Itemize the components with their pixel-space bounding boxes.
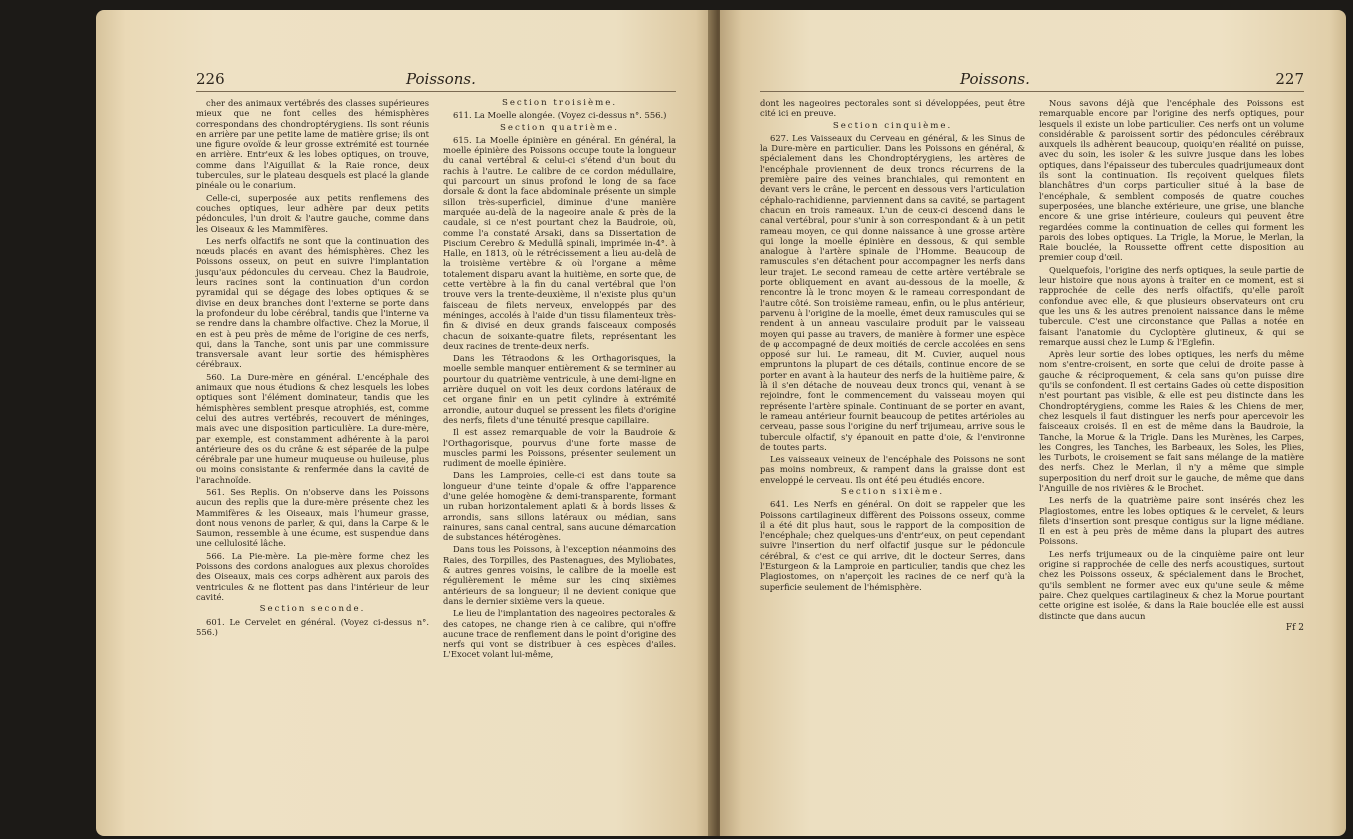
paragraph: Les nerfs olfactifs ne sont que la continuation des nœuds placés en avant des hémisphères. Chez les Poissons osseux, on peut en suivre l'implantation jusqu'aux pédoncules du cerveau. Chez la Baudroie, leurs racines sont la continuation d'un cordon pyramidal qui se dégage des lobes optiques & se divise en deux branches dont l'externe se porte dans la profondeur du lobe cérébral, tandis que l'interne va se rendre dans la chambre olfactive. Chez la Morue, il en est à peu près de même de l'origine de ces nerfs, qui, dans la Tanche, sont unis par une commissure transversale avant leur sortie des hémisphères cérébraux.	[196, 235, 429, 370]
paragraph: Dans tous les Poissons, à l'exception néanmoins des Raies, des Torpilles, des Pastenagues, des Myliobates, & autres genres voisins, le calibre de la moelle est régulièrement le même sur les cinq sixièmes antérieurs de sa longueur; il ne devient conique que dans le dernier sixième vers la queue.	[443, 544, 676, 606]
paragraph: 615. La Moelle épinière en général. En général, la moelle épinière des Poissons occupe toute la longueur du canal vertébral & celui-ci s'étend d'un bout du rachis à l'autre. Le calibre de ce cordon médullaire, qui parcourt un sinus profond le long de sa face dorsale & dont la face abdominale présente un simple sillon très-superficiel, diminue d'une manière marquée au-delà de la nageoire anale & près de la caudale, si ce n'est pourtant chez la Baudroie, où, comme l'a constaté Arsaki, dans sa Dissertation de Piscium Cerebro & Medullâ spinali, imprimée in-4°. à Halle, en 1813, où le rétrécissement a lieu au-delà de la troisième vertèbre & où l'organe a même totalement disparu avant la huitième, en sorte que, de cette vertèbre à la fin du canal vertébral que l'on trouve vers la trente-deuxième, il n'existe plus qu'un faisceau de filets nerveux, enveloppés par des méninges, accolés à l'aide d'un tissu filamenteux très-fin & divisé en deux grands faisceaux composés chacun de soixante-quatre filets, représentant les deux racines de trente-deux nerfs.	[443, 134, 676, 351]
section-heading: Section seconde.	[259, 604, 366, 615]
paragraph: 601. Le Cervelet en général. (Voyez ci-dessus n°. 556.)	[196, 616, 429, 637]
running-title: Poissons.	[406, 70, 476, 88]
paragraph: cher des animaux vertébrés des classes supérieures mieux que ne font celles des hémisphères correspondans des chondroptérygiens. Ils sont réunis en arrière par une petite lame de matière grise; ils ont une figure ovoïde & leur grosse extrémité est tournée en arrière. Entr'eux & les lobes optiques, on trouve, comme dans l'Aiguillat & la Raie ronce, deux tubercules, sur le plateau desquels est placé la glande pinéale ou le conarium.	[196, 98, 429, 191]
page-number: 226	[196, 70, 225, 88]
paragraph: Les vaisseaux veineux de l'encéphale des Poissons ne sont pas moins nombreux, & rampent dans la graisse dont est enveloppé le cerveau. Ils ont été peu étudiés encore.	[760, 454, 1025, 485]
left-column-1	[196, 98, 429, 662]
paragraph: Les nerfs de la quatrième paire sont insérés chez les Plagiostomes, entre les lobes optiques & le cervelet, & leurs filets d'insertion sont presque contigus sur la ligne médiane. Il en est à peu près de même dans la plupart des autres Poissons.	[1039, 495, 1304, 547]
paragraph: 641. Les Nerfs en général. On doit se rappeler que les Poissons cartilagineux diffèrent des Poissons osseux, comme il a été dit plus haut, sous le rapport de la composition de l'encéphale; chez quelques-uns d'entr'eux, on peut cependant suivre l'insertion du nerf olfactif jusque sur le pédoncule cérébral, & c'est ce qui arrive, dit le docteur Serres, dans l'Esturgeon & la Lamproie en particulier, tandis que chez les Plagiostomes, on n'aperçoit les racines de ce nerf qu'à la superficie seulement de l'hémisphère.	[760, 499, 1025, 592]
signature-mark: Ff 2	[1285, 622, 1304, 633]
left-page-header	[196, 70, 676, 92]
section-heading: Section quatrième.	[500, 122, 619, 133]
paragraph: Dans les Tétraodons & les Orthagorisques, la moelle semble manquer entièrement & se terminer au pourtour du quatrième ventricule, à une demi-ligne en arrière duquel on voit les deux cordons latéraux de cet organe finir en un petit cylindre à extrémité arrondie, autour duquel se pressent les filets d'origine des nerfs, filets d'une ténuité presque capillaire.	[443, 353, 676, 425]
paragraph: 627. Les Vaisseaux du Cerveau en général, & les Sinus de la Dure-mère en particulier. Dans les Poissons en général, & spécialement dans les Chondroptérygiens, les artères de l'encéphale proviennent de deux troncs récurrens de la première paire des veines branchiales, qui remontent en devant vers le crâne, le percent en dessous vers l'articulation céphalo-rachidienne, parviennent dans sa cavité, se partagent chacun en trois rameaux. L'un de ceux-ci descend dans le canal vertébral, pour s'unir à son correspondant & à un petit rameau moyen, ce qui donne naissance à une grosse artère qui longe la moelle épinière en dessous, & qui semble analogue à l'artère spinale de l'Homme. Beaucoup de ramuscules s'en détachent pour accompagner les nerfs dans leur trajet. Le second rameau de cette artère vertébrale se porte obliquement en avant au-dessous de la moelle, & rencontre là le tronc moyen & le rameau correspondant de l'autre côté. Son troisième rameau, enfin, ou le plus antérieur, parvenu à l'origine de la moelle, émet deux ramuscules qui se rendent à un anneau vasculaire produit par le vaisseau moyen qui passe au travers, de manière à former une espèce de φ accompagné de deux moitiés de cercle accolées en sens opposé sur lui. Le rameau, dit M. Cuvier, auquel nous empruntons la plupart de ces détails, continue encore de se porter en avant à la hauteur des nerfs de la huitième paire, & là il s'en détache de nouveau deux troncs qui, venant à se rejoindre, font le commencement du vaisseau moyen qui représente l'artère spinale. Continuant de se porter en avant, le rameau antérieur fournit beaucoup de petites artérioles au cerveau, passe sous l'origine du nerf trijumeau, arrive sous le tubercule olfactif, s'y épanouit en patte d'oie, & l'environne de toutes parts.	[760, 132, 1025, 452]
running-title: Poissons.	[960, 70, 1030, 88]
paragraph: Celle-ci, superposée aux petits renflemens des couches optiques, leur adhère par deux petits pédoncules, l'un droit & l'autre gauche, comme dans les Oiseaux & les Mammifères.	[196, 192, 429, 234]
left-page	[96, 10, 716, 836]
right-page-header	[760, 70, 1304, 92]
paragraph: 561. Ses Replis. On n'observe dans les Poissons aucun des replis que la dure-mère présente chez les Mammifères & les Oiseaux, mais l'humeur grasse, dont nous venons de parler, & qui, dans la Carpe & le Saumon, ressemble à une écume, est suspendue dans une cellulosité lâche.	[196, 486, 429, 549]
right-column-1	[760, 98, 1025, 633]
header-rule	[196, 91, 676, 92]
paragraph: Après leur sortie des lobes optiques, les nerfs du même nom s'entre-croisent, en sorte que celui de droite passe à gauche & réciproquement, & cela sans qu'on puisse dire qu'ils se confondent. Il est certains Gades où cette disposition n'est pourtant pas visible, & elle est peu distincte dans les Chondroptérygiens, comme les Raies & les Chiens de mer, chez lesquels il faut distinguer les nerfs pour apercevoir les faisceaux croisés. Il en est de même dans la Baudroie, la Tanche, la Morue & la Trigle. Dans les Murènes, les Carpes, les Congres, les Tanches, les Barbeaux, les Soles, les Plies, les Turbots, le croisement se fait sans mélange de la matière des nerfs. Chez le Merlan, il n'y a même que simple superposition du nerf droit sur le gauche, de même que dans l'Anguille de nos rivières & le Brochet.	[1039, 349, 1304, 493]
right-page	[720, 10, 1346, 836]
paragraph: 566. La Pie-mère. La pie-mère forme chez les Poissons des cordons analogues aux plexus choroïdes des Oiseaux, mais ces corps adhèrent aux parois des ventricules & ne flottent pas dans l'intérieur de leur cavité.	[196, 550, 429, 602]
left-columns	[196, 98, 676, 662]
paragraph: Le lieu de l'implantation des nageoires pectorales & des catopes, ne change rien à ce calibre, qui n'offre aucune trace de renflement dans le point d'origine des nerfs qui vont se distribuer à ces espèces d'ailes. L'Exocet volant lui-même,	[443, 608, 676, 660]
open-book	[96, 10, 1346, 836]
paragraph: Les nerfs trijumeaux ou de la cinquième paire ont leur origine si rapprochée de celle des nerfs acoustiques, surtout chez les Poissons osseux, & spécialement dans le Brochet, qu'ils semblent ne former avec eux qu'une seule & même paire. Chez quelques cartilagineux & chez la Morue pourtant cette origine est isolée, & dans la Raie bouclée elle est aussi distincte que dans aucun	[1039, 548, 1304, 621]
section-heading: Section cinquième.	[832, 120, 953, 131]
paragraph: Quelquefois, l'origine des nerfs optiques, la seule partie de leur histoire que nous ayons à traiter en ce moment, est si rapprochée de celle des nerfs olfactifs, qu'elle paroît confondue avec elle, & que plusieurs observateurs ont cru que les uns & les autres prenoient naissance dans le même tubercule. C'est une circonstance que Pallas a notée en faisant l'anatomie du Cycloptère glutineux, & qui se remarque aussi chez le Lump & l'Eglefin.	[1039, 264, 1304, 347]
left-column-2	[443, 98, 676, 662]
paragraph: dont les nageoires pectorales sont si développées, peut être cité ici en preuve.	[760, 98, 1025, 119]
section-heading: Section sixième.	[840, 486, 945, 497]
paragraph: Nous savons déjà que l'encéphale des Poissons est remarquable encore par l'origine des nerfs optiques, pour lesquels il existe un lobe particulier. Ces nerfs ont un volume considérable & paroissent sortir des pédoncules cérébraux auxquels ils adhèrent beaucoup, quoiqu'en réalité on puisse, avec du soin, les isoler & les suivre jusque dans les lobes optiques, dans l'épaisseur des tubercules quadrijumeaux dont ils sont la continuation. Ils reçoivent quelques filets blanchâtres d'un corps particulier situé à la base de l'encéphale, & semblent composés de quatre couches superposées, une blanche extérieure, une grise, une blanche encore & une grise intérieure, couleurs qui peuvent être regardées comme la continuation de celles qui forment les parois des lobes optiques. La Trigle, la Morue, le Merlan, la Raie bouclée, la Roussette offrent cette disposition au premier coup d'œil.	[1039, 98, 1304, 263]
header-rule	[760, 91, 1304, 92]
section-heading: Section troisième.	[501, 98, 618, 108]
page-number: 227	[1275, 70, 1304, 88]
paragraph: Dans les Lamproies, celle-ci est dans toute sa longueur d'une teinte d'opale & offre l'apparence d'une gelée homogène & demi-transparente, formant un ruban horizontalement aplati & à bords lisses & arrondis, sans sillons latéraux ou médian, sans rainures, sans canal central, sans aucune démarcation de substances hétérogènes.	[443, 470, 676, 543]
paragraph: Il est assez remarquable de voir la Baudroie & l'Orthagorisque, pourvus d'une forte masse de muscles parmi les Poissons, présenter seulement un rudiment de moelle épinière.	[443, 427, 676, 469]
right-columns	[760, 98, 1304, 633]
right-column-2	[1039, 98, 1304, 633]
paragraph: 560. La Dure-mère en général. L'encéphale des animaux que nous étudions & chez lesquels les lobes optiques sont l'élément dominateur, tandis que les hémisphères semblent presque atrophiés, est, comme celui des autres vertébrés, recouvert de méninges, mais avec une disposition particulière. La dure-mère, par exemple, est constamment adhérente à la paroi antérieure des os du crâne & est séparée de la pulpe cérébrale par une humeur muqueuse ou huileuse, plus ou moins consistante & renfermée dans la cavité de l'arachnoïde.	[196, 371, 429, 485]
paragraph: 611. La Moelle alongée. (Voyez ci-dessus n°. 556.)	[453, 110, 667, 121]
